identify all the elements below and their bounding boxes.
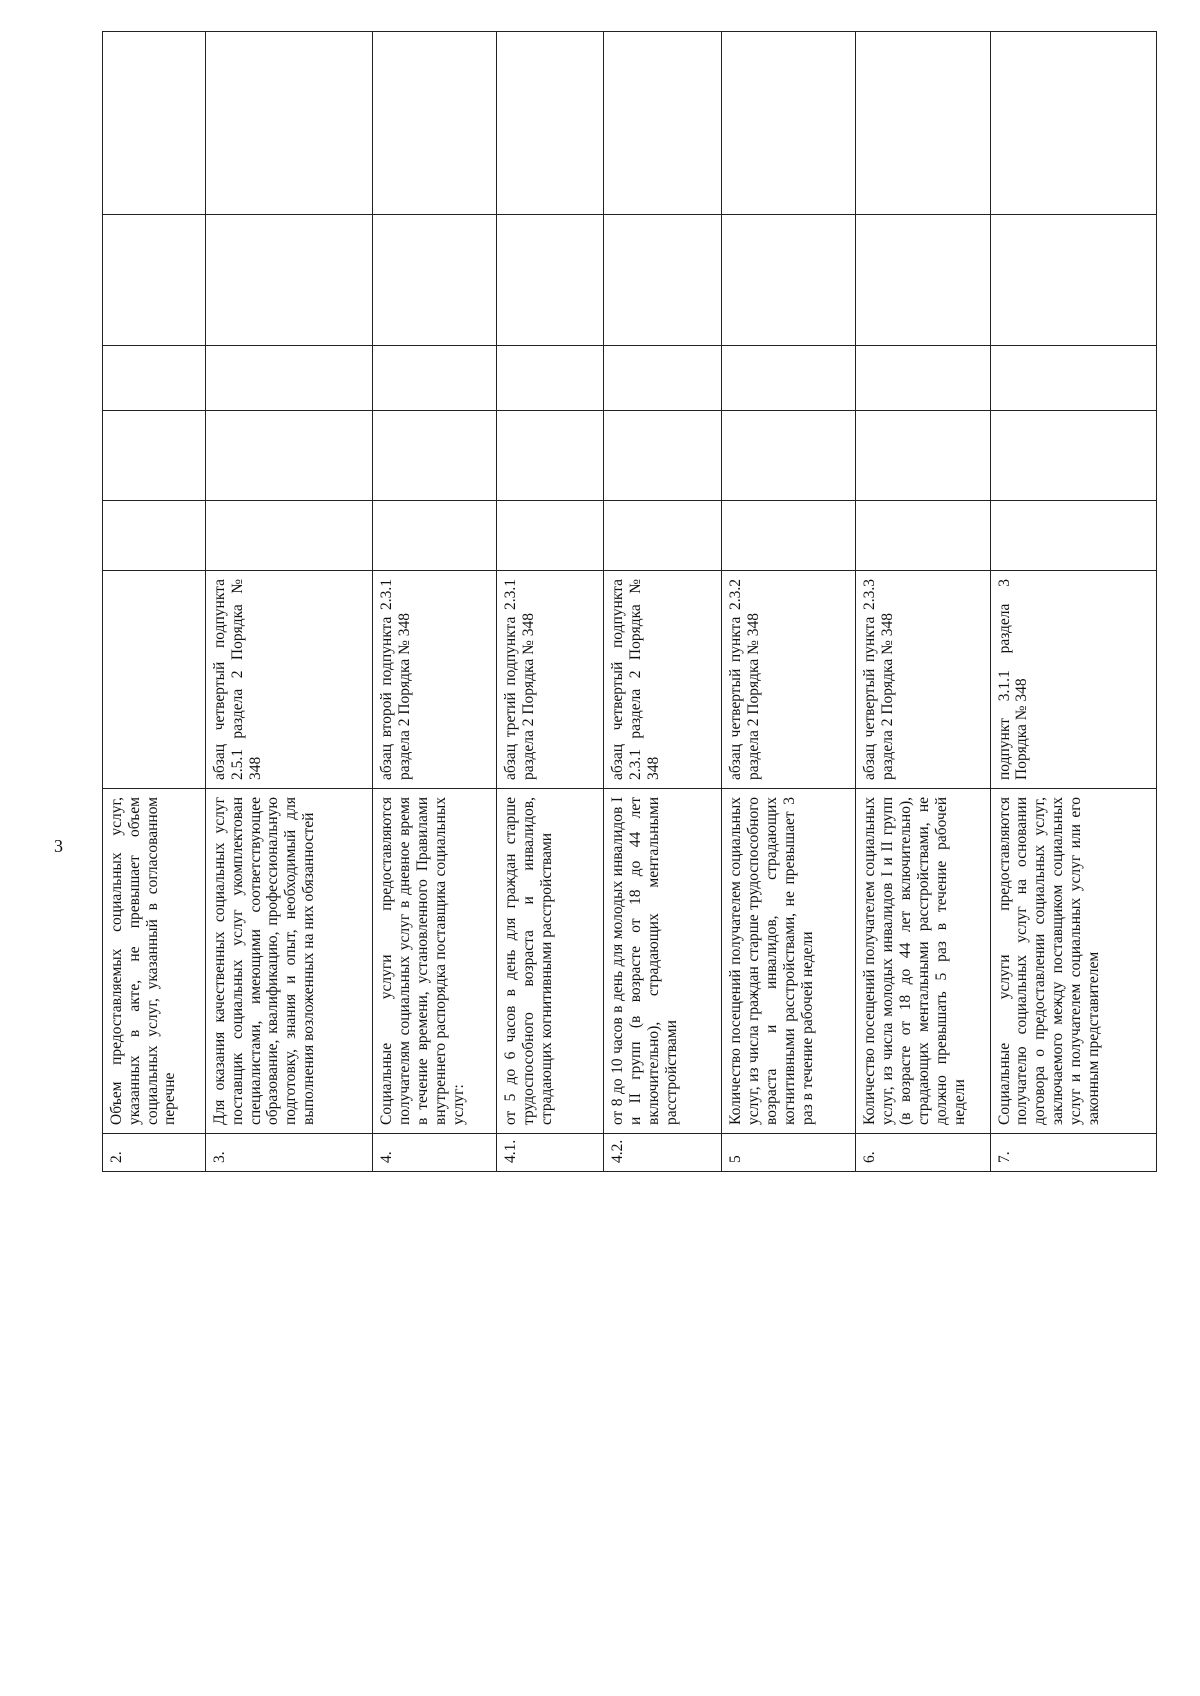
- empty-cell: [990, 501, 1156, 571]
- empty-cell: [856, 215, 990, 346]
- empty-cell: [604, 346, 722, 411]
- requirement-cell: Количество посещений получателем социальных услуг, из числа граждан старше трудоспособного возраста и инвалидов, страдающих когнитивными расстройствами, не превышает 3 раз в течение рабочей недели: [722, 789, 856, 1134]
- empty-cell: [856, 32, 990, 215]
- empty-cell: [206, 215, 373, 346]
- requirement-cell: от 8 до 10 часов в день для молодых инвалидов I и II групп (в возрасте от 18 до 44 лет включительно), страдающих ментальными расстройствами: [604, 789, 722, 1134]
- empty-cell: [496, 501, 603, 571]
- empty-cell: [496, 215, 603, 346]
- empty-cell: [604, 32, 722, 215]
- empty-cell: [373, 501, 496, 571]
- reference-cell: абзац четвертый подпункта 2.3.1 раздела 2 Порядка № 348: [604, 571, 722, 789]
- empty-cell: [103, 215, 206, 346]
- requirement-cell: Для оказания качественных социальных услуг поставщик социальных услуг укомплектован специалистами, имеющими соответствующее образование, квалификацию, профессиональную подготовку, знания и опыт, необходимый для выполнения возложенных на них обязанностей: [206, 789, 373, 1134]
- empty-cell: [206, 32, 373, 215]
- empty-cell: [990, 346, 1156, 411]
- table-row: [604, 32, 722, 1172]
- table-row: [206, 32, 373, 1172]
- page-number: 3: [54, 836, 63, 856]
- empty-cell: [990, 32, 1156, 215]
- reference-cell: абзац четвертый подпункта 2.5.1 раздела 2 Порядка № 348: [206, 571, 373, 789]
- row-number: 4.2.: [604, 1134, 722, 1172]
- empty-cell: [604, 411, 722, 501]
- empty-cell: [856, 346, 990, 411]
- empty-cell: [496, 32, 603, 215]
- empty-cell: [990, 215, 1156, 346]
- empty-cell: [856, 411, 990, 501]
- empty-cell: [856, 501, 990, 571]
- table-row: [990, 32, 1156, 1172]
- requirement-cell: Социальные услуги предоставляются получателям социальных услуг в дневное время в течение времени, установленного Правилами внутреннего распорядка поставщика социальных услуг:: [373, 789, 496, 1134]
- empty-cell: [722, 32, 856, 215]
- row-number: 3.: [206, 1134, 373, 1172]
- reference-cell: абзац второй подпункта 2.3.1 раздела 2 Порядка № 348: [373, 571, 496, 789]
- table-row: [722, 32, 856, 1172]
- rotated-table-wrapper: [102, 32, 1157, 1172]
- requirement-cell: Количество посещений получателем социальных услуг, из числа молодых инвалидов I и II групп (в возрасте от 18 до 44 лет включительно), страдающих ментальными расстройствами, не должно превышать 5 раз в течение рабочей недели: [856, 789, 990, 1134]
- reference-cell: абзац четвертый пункта 2.3.2 раздела 2 Порядка № 348: [722, 571, 856, 789]
- empty-cell: [373, 411, 496, 501]
- requirement-cell: от 5 до 6 часов в день для граждан старше трудоспособного возраста и инвалидов, страдающих когнитивными расстройствами: [496, 789, 603, 1134]
- empty-cell: [722, 346, 856, 411]
- empty-cell: [722, 411, 856, 501]
- empty-cell: [103, 346, 206, 411]
- table-row: [373, 32, 496, 1172]
- row-number: 7.: [990, 1134, 1156, 1172]
- empty-cell: [373, 215, 496, 346]
- table-row: [856, 32, 990, 1172]
- empty-cell: [604, 501, 722, 571]
- reference-cell: абзац четвертый пункта 2.3.3 раздела 2 Порядка № 348: [856, 571, 990, 789]
- empty-cell: [206, 411, 373, 501]
- empty-cell: [373, 32, 496, 215]
- table-row: [496, 32, 603, 1172]
- empty-cell: [496, 346, 603, 411]
- row-number: 6.: [856, 1134, 990, 1172]
- empty-cell: [206, 346, 373, 411]
- empty-cell: [604, 215, 722, 346]
- row-number: 5: [722, 1134, 856, 1172]
- empty-cell: [373, 346, 496, 411]
- table-row: [103, 32, 206, 1172]
- empty-cell: [722, 215, 856, 346]
- reference-cell: абзац третий подпункта 2.3.1 раздела 2 Порядка № 348: [496, 571, 603, 789]
- reference-cell: [103, 571, 206, 789]
- empty-cell: [206, 501, 373, 571]
- empty-cell: [103, 32, 206, 215]
- empty-cell: [496, 411, 603, 501]
- requirement-cell: Социальные услуги предоставляются получателю социальных услуг на основании договора о предоставлении социальных услуг, заключаемого между поставщиком социальных услуг и получателем социальных услуг или его законным представителем: [990, 789, 1156, 1134]
- reference-cell: подпункт 3.1.1 раздела 3 Порядка № 348: [990, 571, 1156, 789]
- row-number: 4.: [373, 1134, 496, 1172]
- empty-cell: [722, 501, 856, 571]
- row-number: 2.: [103, 1134, 206, 1172]
- row-number: 4.1.: [496, 1134, 603, 1172]
- empty-cell: [103, 411, 206, 501]
- empty-cell: [990, 411, 1156, 501]
- empty-cell: [103, 501, 206, 571]
- requirement-cell: Объем предоставляемых социальных услуг, указанных в акте, не превышает объем социальных услуг, указанный в согласованном перечне: [103, 789, 206, 1134]
- requirements-table: [102, 31, 1157, 1172]
